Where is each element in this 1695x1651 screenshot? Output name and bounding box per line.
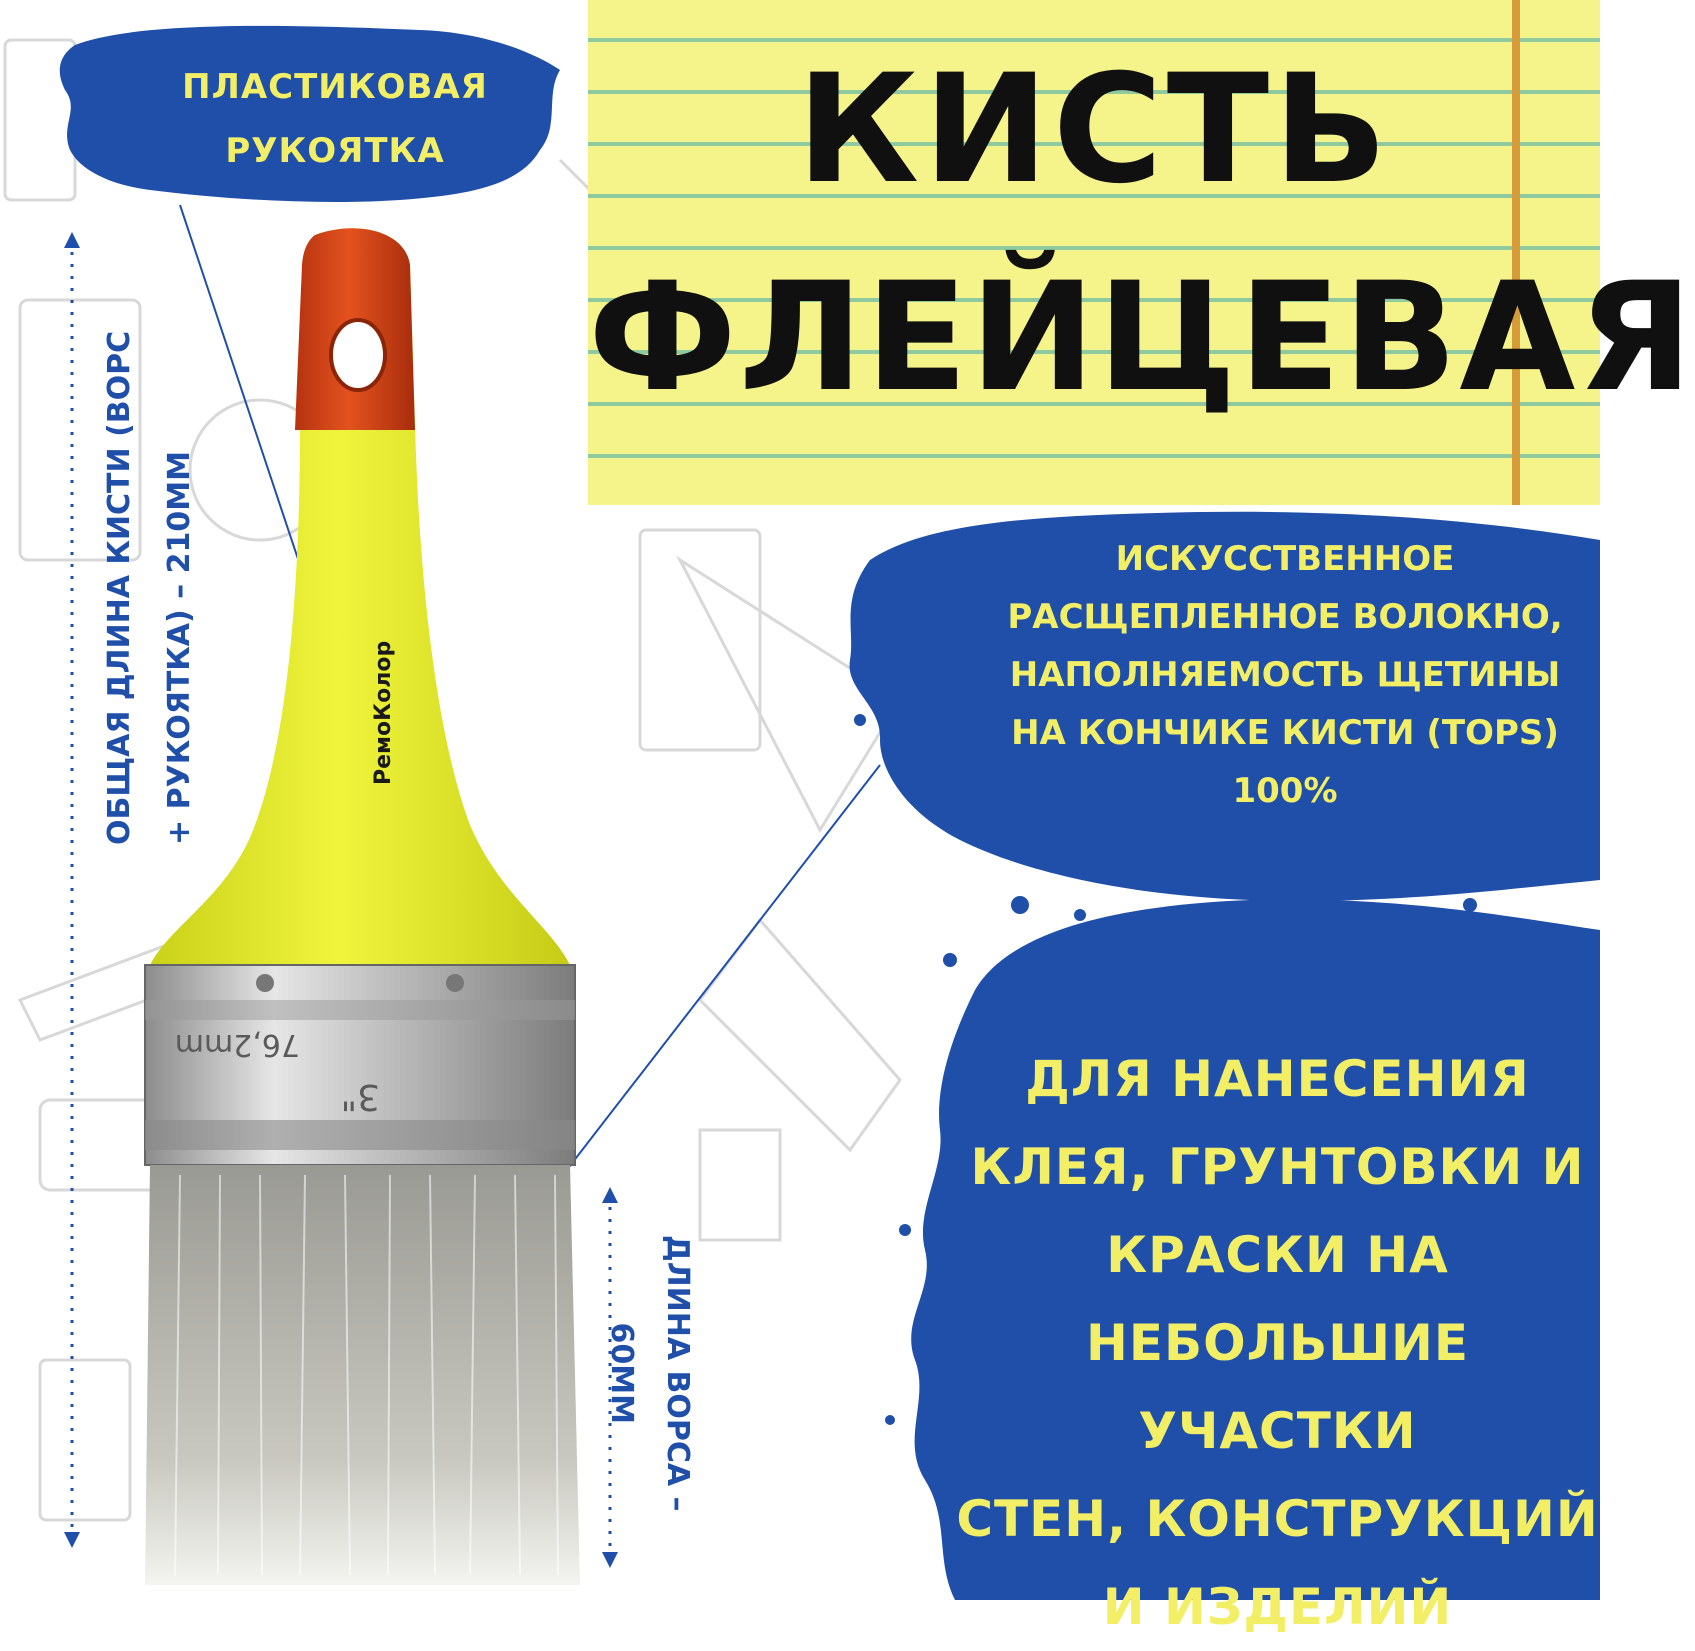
ferrule-size: 76,2mm — [174, 1027, 300, 1062]
handle-label-line-1: ПЛАСТИКОВАЯ — [182, 67, 488, 107]
usage-label-line: СТЕН, КОНСТРУКЦИЙ — [956, 1490, 1599, 1548]
total-length-label — [90, 331, 210, 845]
hang-hole — [331, 320, 385, 390]
ferrule-band — [145, 1000, 575, 1020]
rivet-left — [256, 974, 274, 992]
handle-label-line-2: РУКОЯТКА — [225, 131, 445, 171]
title-line-1: КИСТЬ — [796, 43, 1392, 217]
fiber-label-line: 100% — [1232, 771, 1338, 811]
title-line-2: ФЛЕЙЦЕВАЯ — [588, 251, 1695, 425]
usage-description-label — [955, 1035, 1600, 1651]
fiber-description-label — [970, 530, 1600, 820]
ferrule-inch: 3" — [340, 1076, 380, 1117]
rivet-right — [446, 974, 464, 992]
usage-label-line: ДЛЯ НАНЕСЕНИЯ — [1025, 1050, 1530, 1108]
ferrule-crimp — [145, 1120, 575, 1150]
brand-logo: РемоКолор — [371, 640, 396, 785]
fiber-label-line: ИСКУССТВЕННОЕ — [1115, 539, 1455, 579]
bristle-length-label — [593, 1235, 705, 1512]
handle-material-label — [145, 55, 525, 183]
fiber-label-line: НА КОНЧИКЕ КИСТИ (TOPS) — [1011, 713, 1559, 753]
fiber-label-line: НАПОЛНЯЕМОСТЬ ЩЕТИНЫ — [1009, 655, 1561, 695]
bristle-length-line-2: 60ММ — [604, 1322, 639, 1425]
fiber-label-line: РАСЩЕПЛЕННОЕ ВОЛОКНО, — [1007, 597, 1563, 637]
usage-label-line: КЛЕЯ, ГРУНТОВКИ И — [970, 1138, 1585, 1196]
usage-label-line: НЕБОЛЬШИЕ УЧАСТКИ — [1085, 1314, 1470, 1460]
total-length-line-2: + РУКОЯТКА) – 210ММ — [162, 451, 197, 845]
total-length-line-1: ОБЩАЯ ДЛИНА КИСТИ (ВОРС — [102, 330, 137, 845]
usage-label-line: КРАСКИ НА — [1106, 1226, 1449, 1284]
usage-label-line: И ИЗДЕЛИЙ — [1102, 1578, 1453, 1636]
bristle-length-line-1: ДЛИНА ВОРСА – — [660, 1235, 695, 1512]
